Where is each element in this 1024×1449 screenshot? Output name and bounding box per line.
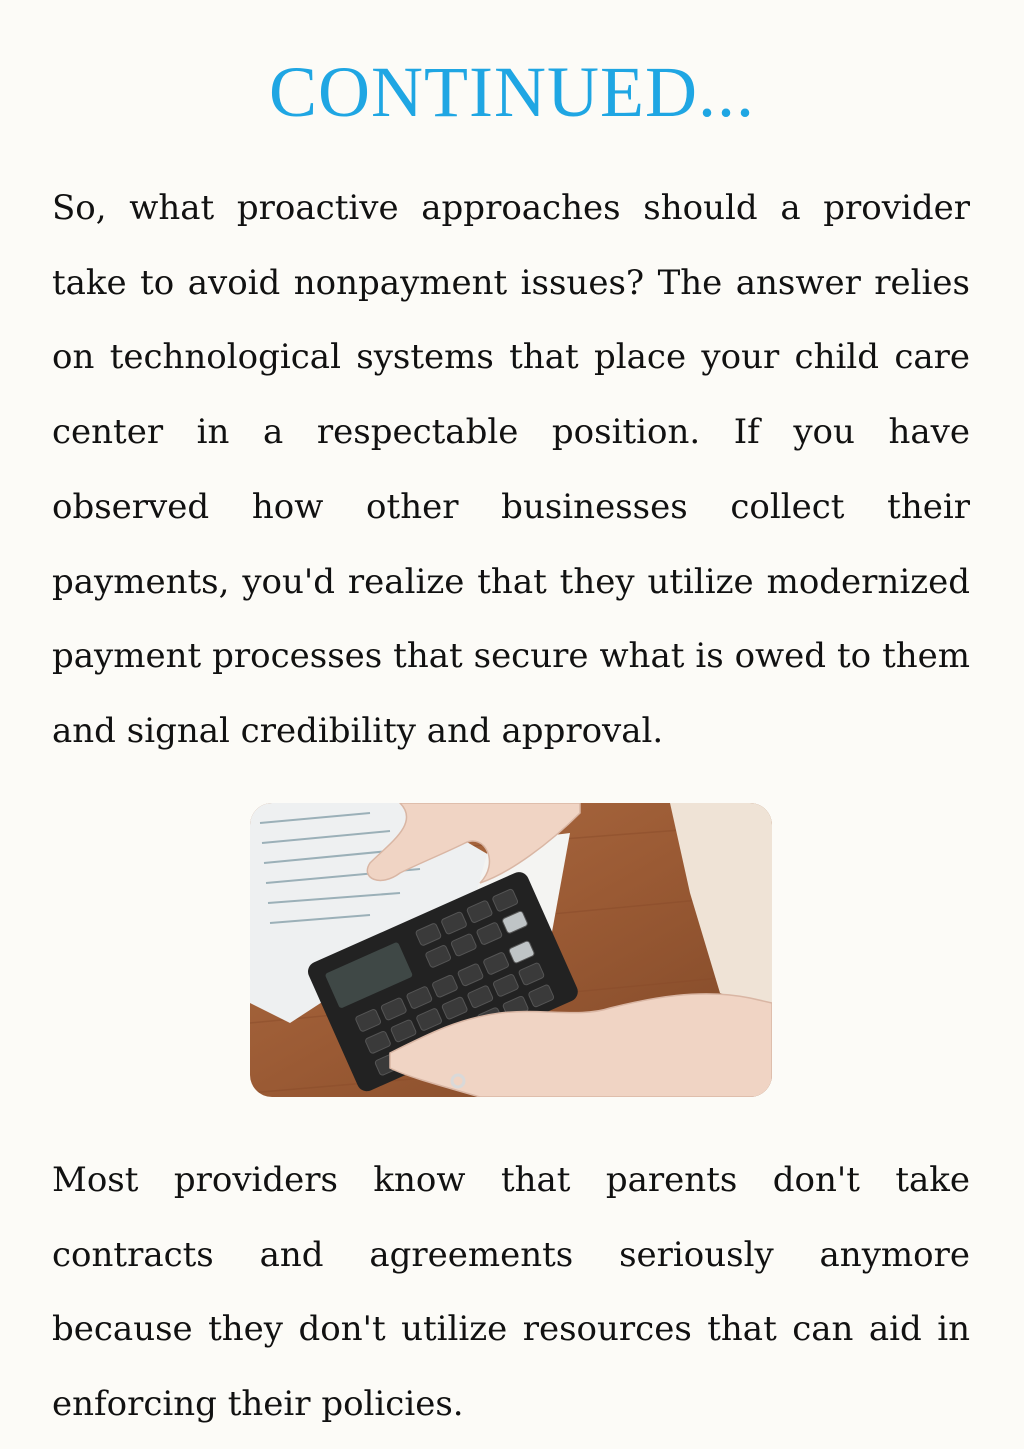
calculator-photo <box>250 803 772 1097</box>
intro-paragraph: So, what proactive approaches should a provider take to avoid nonpayment issues? The answer relies on technological systems that place your child care center in a respectable position. If you have observed how other businesses collect their payments, you'd realize that they utilize modernized payment processes that secure what is owed to them and signal credibility and approval. <box>52 188 970 751</box>
closing-paragraph: Most providers know that parents don't take contracts and agreements seriously anymore because they don't utilize resources that can aid in enforcing their policies. <box>52 1160 970 1425</box>
page-title: CONTINUED... <box>269 52 755 132</box>
